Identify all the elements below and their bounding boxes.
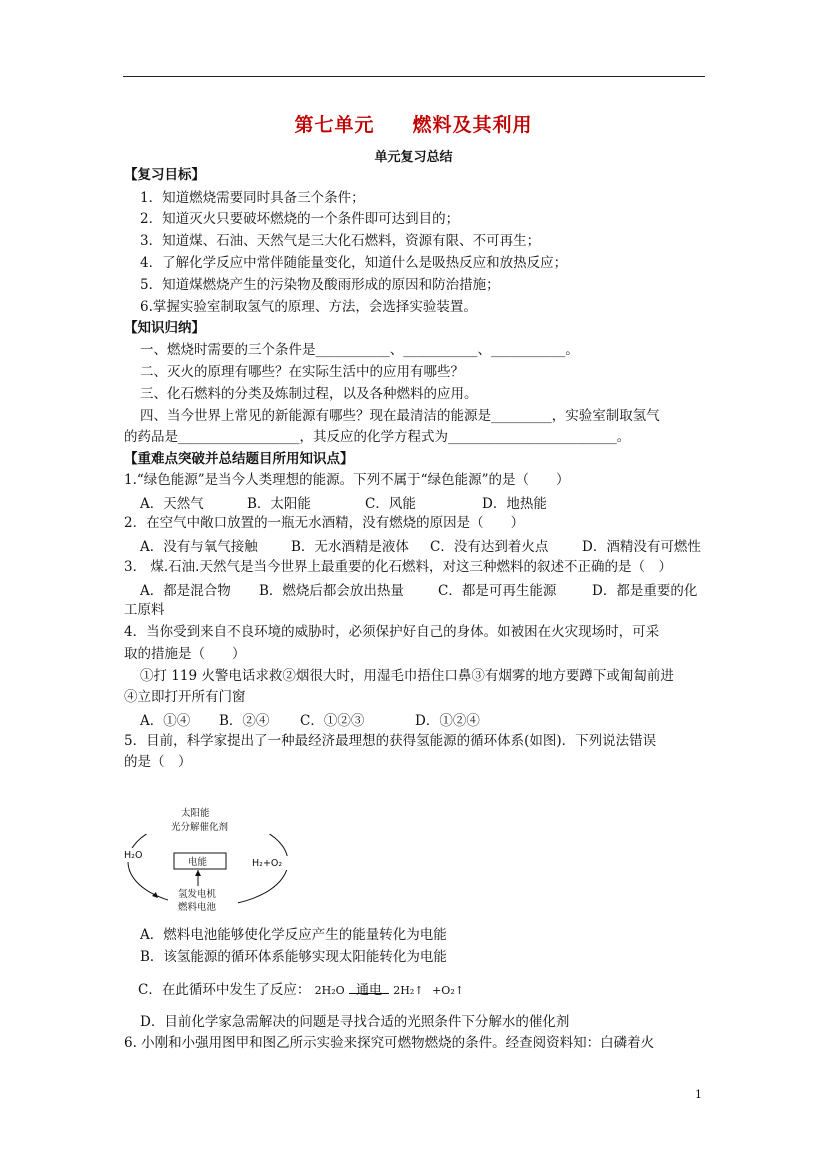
question-4-line2: 取的措施是（ ） — [124, 646, 246, 662]
q1-option-c: C．风能 — [365, 496, 416, 512]
label-electricity: 电能 — [188, 857, 208, 868]
q5-option-a: A．燃料电池能够使化学反应产生的能量转化为电能 — [140, 927, 447, 943]
product-oxygen: +O₂↑ — [432, 984, 464, 997]
q5-option-b: B．该氢能源的循环体系能够实现太阳能转化为电能 — [140, 949, 447, 965]
q2-option-b: B．无水酒精是液体 — [291, 539, 409, 555]
question-6: 6. 小刚和小强用图甲和图乙所示实验来探究可燃物燃烧的条件。经查阅资料知：白磷着火 — [124, 1035, 655, 1051]
label-water: H₂O — [124, 850, 143, 861]
title-topic: 燃料及其利用 — [412, 114, 533, 136]
q3-option-b: B．燃烧后都会放出热量 — [259, 583, 404, 599]
q5-option-d: D．目前化学家急需解决的问题是寻找合适的光照条件下分解水的催化剂 — [140, 1014, 570, 1030]
arrow-head-bottom — [152, 892, 158, 898]
condition-electrolysis: 通电 — [355, 983, 382, 998]
q4-measures: ①打 119 火警电话求救②烟很大时，用湿毛巾捂住口鼻③有烟雾的地方要蹲下或匍匐前进 — [140, 668, 674, 684]
objective-item: 4．了解化学反应中常伴随能量变化，知道什么是吸热反应和放热反应； — [140, 255, 568, 271]
objective-item: 3．知道煤、石油、天然气是三大化石燃料，资源有限、不可再生； — [140, 233, 541, 249]
knowledge-item: 三、化石燃料的分类及炼制过程，以及各种燃料的应用。 — [140, 386, 478, 402]
label-fuel-cell: 燃料电池 — [178, 902, 217, 913]
reaction-condition-arrow — [349, 983, 389, 998]
question-2: 2．在空气中敞口放置的一瓶无水酒精，没有燃烧的原因是（ ） — [124, 515, 525, 531]
label-photocatalyst: 光分解催化剂 — [171, 822, 229, 833]
q1-option-b: B．太阳能 — [247, 496, 311, 512]
question-1: 1.“绿色能源”是当今人类理想的能源。下列不属于“绿色能源”的是（ ） — [124, 472, 570, 488]
q3-option-d: D．都是重要的化 — [592, 583, 698, 599]
objective-item: 2．知道灭火只要破坏燃烧的一个条件即可达到目的； — [140, 211, 460, 227]
q4-option-c: C．①②③ — [300, 713, 365, 729]
q1-option-d: D．地热能 — [482, 496, 547, 512]
q2-option-a: A．没有与氧气接触 — [140, 539, 258, 555]
objectives-heading: 【复习目标】 — [124, 167, 205, 183]
question-3: 3． 煤.石油.天然气是当今世界上最重要的化石燃料，对这三种燃料的叙述不正确的是（ ） — [124, 559, 672, 575]
q3-option-a: A．都是混合物 — [140, 583, 231, 599]
practice-heading: 【重难点突破并总结题目所用知识点】 — [124, 451, 354, 467]
arrow-up-icon — [195, 870, 201, 876]
q5-option-c — [138, 978, 464, 998]
knowledge-heading: 【知识归纳】 — [124, 320, 205, 336]
knowledge-item: 一、燃烧时需要的三个条件是___________、___________、___________。 — [140, 342, 579, 358]
q4-option-a: A．①④ — [140, 713, 191, 729]
q4-option-b: B．②④ — [219, 713, 270, 729]
question-5: 5．目前，科学家提出了一种最经济最理想的获得氢能源的循环体系(如图)．下列说法错误 — [124, 733, 657, 749]
q4-measures-line2: ④立即打开所有门窗 — [124, 689, 246, 705]
q4-option-d: D．①②④ — [415, 713, 480, 729]
product-hydrogen: 2H₂↑ — [393, 984, 424, 997]
q1-option-a: A．天然气 — [140, 496, 204, 512]
objective-item: 6.掌握实验室制取氢气的原理、方法，会选择实验装置。 — [140, 299, 477, 315]
q3-option-c: C．都是可再生能源 — [438, 583, 557, 599]
title-unit: 第七单元 — [294, 114, 375, 136]
page-subtitle: 单元复习总结 — [374, 150, 453, 165]
hydrogen-cycle-diagram — [118, 806, 298, 914]
q2-option-c: C．没有达到着火点 — [430, 539, 549, 555]
objective-item: 5．知道煤燃烧产生的污染物及酸雨形成的原因和防治措施； — [140, 277, 500, 293]
knowledge-item: 二、灭火的原理有哪些？在实际生活中的应用有哪些？ — [140, 364, 464, 380]
objective-item: 1．知道燃烧需要同时具备三个条件； — [140, 190, 365, 206]
q2-option-d: D．酒精没有可燃性 — [582, 539, 701, 555]
label-hydrogen-generator: 氢发电机 — [178, 889, 217, 900]
q5-option-c-prefix: C．在此循环中发生了反应： — [138, 982, 311, 998]
question-4: 4．当你受到来自不良环境的威胁时，必须保护好自己的身体。如被困在火灾现场时，可采 — [124, 624, 660, 640]
label-solar-energy: 太阳能 — [181, 808, 210, 819]
q3-option-d-continuation: 工原料 — [124, 602, 165, 618]
page-number: 1 — [695, 1088, 702, 1101]
header-rule — [123, 76, 705, 77]
knowledge-item: 四、当今世界上常见的新能源有哪些？现在最清洁的能源是_________，实验室制取氢气 — [140, 408, 660, 424]
page-title — [0, 110, 827, 137]
reactant-water: 2H₂O — [314, 984, 345, 997]
label-h2-o2: H₂+O₂ — [252, 858, 283, 869]
knowledge-item: 的药品是__________________，其反应的化学方程式为_________________________。 — [124, 429, 631, 445]
question-5-line2: 的是（ ） — [124, 754, 192, 770]
